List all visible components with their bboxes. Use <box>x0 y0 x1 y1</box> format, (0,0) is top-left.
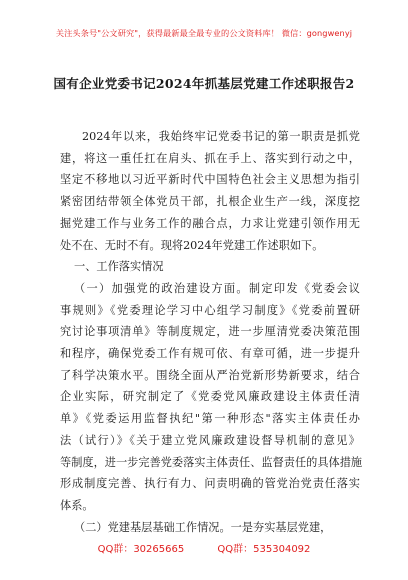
paragraph-line: 处不在、无时不有。现将2024年党建工作述职如下。 <box>60 238 324 252</box>
paragraph-line: 2024年以来，我始终牢记党委书记的第一职责是抓党 <box>82 130 360 143</box>
paragraph <box>60 126 360 256</box>
paragraph-line: （二）党建基层基础工作情况。一是夯实基层党建， <box>74 520 332 534</box>
paragraph-line: 事规则》《党委理论学习中心组学习制度》《党委前置研 <box>60 303 360 317</box>
paragraph-line: 一、工作落实情况 <box>74 260 164 274</box>
paragraph-line: 形成制度完善、执行有力、问责明确的管党治党责任落实 <box>60 477 360 491</box>
paragraph-line: 建，将这一重任扛在肩头、抓在手上、落实到行动之中， <box>60 151 360 165</box>
document-body <box>60 126 363 538</box>
paragraph <box>60 278 363 517</box>
paragraph-line: 企业实际，研究制定了《党委党风廉政建设主体责任清 <box>60 390 360 404</box>
document-title: 国有企业党委书记2024年抓基层党建工作述职报告2 <box>53 76 355 91</box>
paragraph-line: 了科学决策水平。围绕全面从严治党新形势新要求，结合 <box>60 368 360 382</box>
paragraph-line: 等制度，进一步完善党委落实主体责任、监督责任的具体措施 <box>60 455 363 469</box>
paragraph-line: 紧密团结带领全体党员干部，扎根企业生产一线，深度挖 <box>60 195 360 209</box>
paragraph-line: （一）加强党的政治建设方面。制定印发《党委会议 <box>74 281 360 295</box>
paragraph-line: 体系。 <box>60 498 94 512</box>
paragraph-line: 掘党建工作与业务工作的融合点，力求让党建引领作用无 <box>60 216 360 230</box>
footer-qq-group-2: QQ群：535304092 <box>217 544 311 555</box>
footer-contact <box>0 540 408 555</box>
paragraph-line: 和程序，确保党委工作有规可依、有章可循，进一步提升 <box>60 347 360 361</box>
paragraph-line: 法（试行）》《关于建立党风廉政建设督导机制的意见》 <box>60 433 360 447</box>
paragraph <box>60 517 360 539</box>
paragraph-line: 究讨论事项清单》等制度规定，进一步厘清党委决策范围 <box>60 325 360 339</box>
paragraph-line: 坚定不移地以习近平新时代中国特色社会主义思想为指引 <box>60 173 360 187</box>
paragraph-line: 单》《党委运用监督执纪"第一种形态"落实主体责任办 <box>60 412 360 426</box>
paragraph <box>60 256 360 278</box>
header-promo-note: 关注头条号"公文研究"，获得最新最全最专业的公文资料库！ 微信：gongwenyj <box>55 28 353 38</box>
footer-qq-group-1: QQ群：30265665 <box>97 544 185 555</box>
